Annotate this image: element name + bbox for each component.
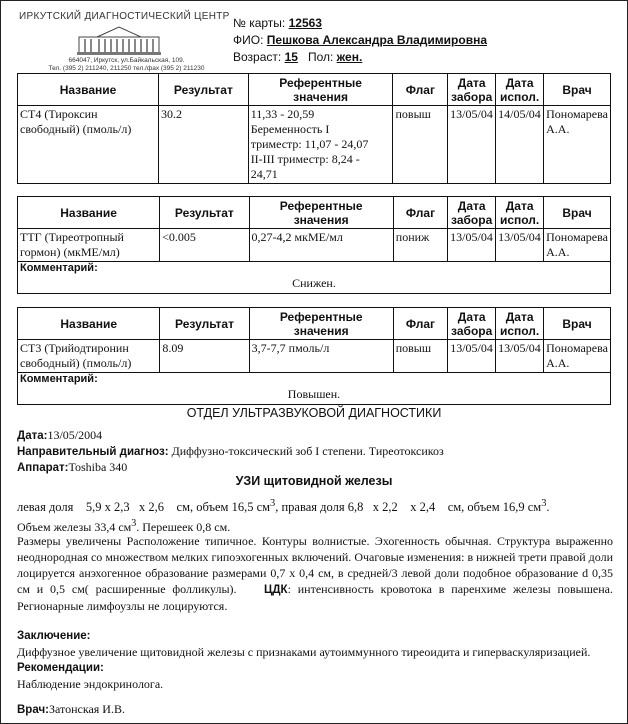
conclusion-text: Диффузное увеличение щитовидной железы с признаками аутоиммунного тиреоидита и гиперваскуляризацией. [17, 645, 591, 659]
col-header: Результат [159, 74, 249, 106]
col-header: Результат [160, 308, 249, 340]
col-header: Название [18, 308, 160, 340]
date-done: 14/05/04 [496, 106, 544, 184]
test-reference: 0,27-4,2 мкМЕ/мл [249, 229, 393, 262]
test-result: 8.09 [160, 340, 249, 373]
col-header: Флаг [393, 74, 448, 106]
date-done: 13/05/04 [496, 340, 544, 373]
recommend-label: Рекомендации: [17, 662, 104, 674]
col-header: Флаг [393, 308, 448, 340]
test-flag: повыш [393, 340, 448, 373]
comment-label: Комментарий: [20, 262, 98, 274]
col-header: Дата испол. [496, 308, 544, 340]
patient-info [233, 15, 487, 66]
comment-text: Повышен. [287, 387, 341, 401]
test-reference: 11,33 - 20,59 Беременность I триместр: 11,07 - 24,07 II-III триместр: 8,24 - 24,71 [248, 106, 393, 184]
usd-diagnosis-row: Направительный диагноз: Диффузно-токсический зоб I степени. Тиреотоксикоз [17, 444, 444, 458]
table-row [18, 106, 611, 184]
patient-sex: жен. [336, 50, 363, 64]
conclusion-block [17, 628, 613, 692]
date-taken: 13/05/04 [448, 106, 496, 184]
test-flag: пониж [393, 229, 447, 262]
usd-device: Toshiba 340 [68, 460, 128, 474]
fio-row: ФИО: Пешкова Александра Владимировна [233, 33, 487, 47]
col-header: Флаг [393, 197, 447, 229]
lab-table-ttg [17, 196, 611, 294]
usd-date-row: Дата:13/05/2004 [17, 428, 103, 442]
col-header: Дата забора [448, 308, 496, 340]
test-doctor: Пономарева А.А. [544, 229, 611, 262]
phone-line: Тел. (395 2) 211240, 211250 тел./фах (395 2) 211230 [48, 65, 205, 72]
usd-date: 13/05/2004 [47, 428, 103, 442]
gland-volume: Объем железы 33,4 $см^3$. Перешеек 0,8 см. [17, 518, 231, 534]
building-logo-icon [77, 25, 161, 55]
table-header-row [18, 308, 611, 340]
col-header: Врач [544, 74, 611, 106]
test-name: СТ4 (Тироксин свободный) (пмоль/л) [18, 106, 159, 184]
date-taken: 13/05/04 [448, 229, 496, 262]
address-line: 664047, Иркутск, ул.Байкальская, 109. [68, 57, 185, 64]
table-row [18, 340, 611, 373]
comment-row [18, 262, 611, 294]
col-header: Референтные значения [249, 197, 393, 229]
patient-age: 15 [284, 50, 298, 64]
usd-device-row: Аппарат:Toshiba 340 [17, 460, 128, 474]
test-reference: 3,7-7,7 пмоль/л [249, 340, 393, 373]
date-taken: 13/05/04 [448, 340, 496, 373]
comment-label: Комментарий: [20, 373, 98, 385]
lobe-dimensions: левая доля 5,9 x 2,3 x 2,6 см, объем 16,5 $см^3$, правая доля 6,8 x 2,2 x 2,4 см, объем 16,9 $см^3$. [17, 498, 550, 515]
age-row: Возраст: 15 Пол: жен. [233, 50, 363, 64]
test-name: ТТГ (Тиреотропный гормон) (мкМЕ/мл) [18, 229, 160, 262]
col-header: Дата испол. [496, 197, 544, 229]
test-result: <0.005 [160, 229, 249, 262]
card-number: 12563 [288, 16, 322, 30]
usd-exam-title: УЗИ щитовидной железы [235, 474, 393, 488]
col-header: Название [18, 74, 159, 106]
test-doctor: Пономарева А.А. [544, 340, 611, 373]
col-header: Результат [160, 197, 249, 229]
card-row: № карты: 12563 [233, 16, 322, 30]
usd-department-title: ОТДЕЛ УЛЬТРАЗВУКОВОЙ ДИАГНОСТИКИ [186, 406, 442, 420]
test-result: 30.2 [159, 106, 249, 184]
usd-doctor-row: Врач:Затонская И.В. [17, 702, 125, 716]
table-row [18, 229, 611, 262]
usd-description: Размеры увеличены Расположение типичное. Контуры волнистые. Эхогенность обычная. Структура выраженно неоднородная со множеством мелких гипоэхогенных включений. Очаговые изменения: в нижней трети правой доли лоцируется анэхогенное образование размерами 0,7 х 0,4 см, в средней/3 левой доли подобное образование d 0,35 см и 0,5 см( расширенные фолликулы). ЦДК: интенсивность кровотока в паренхиме железы повышена. Регионарные лимфоузлы не лоцируются. [17, 534, 614, 613]
center-address [19, 57, 234, 73]
conclusion-label: Заключение: [17, 630, 91, 642]
col-header: Название [18, 197, 160, 229]
comment-text: Снижен. [292, 276, 336, 290]
col-header: Врач [544, 308, 611, 340]
lab-table-ct4 [17, 73, 611, 184]
test-doctor: Пономарева А.А. [544, 106, 611, 184]
patient-name: Пешкова Александра Владимировна [266, 33, 487, 47]
col-header: Врач [544, 197, 611, 229]
recommend-text: Наблюдение эндокринолога. [17, 677, 164, 691]
col-header: Дата забора [448, 74, 496, 106]
table-header-row [18, 197, 611, 229]
col-header: Референтные значения [249, 308, 393, 340]
lab-table-ct3 [17, 307, 611, 405]
usd-diagnosis: Диффузно-токсический зоб I степени. Тиреотоксикоз [168, 444, 444, 458]
col-header: Дата забора [448, 197, 496, 229]
center-name: ИРКУТСКИЙ ДИАГНОСТИЧЕСКИЙ ЦЕНТР [19, 11, 230, 22]
test-flag: повыш [393, 106, 448, 184]
col-header: Референтные значения [248, 74, 393, 106]
date-done: 13/05/04 [496, 229, 544, 262]
usd-doctor: Затонская И.В. [48, 702, 125, 716]
test-name: СТ3 (Трийодтиронин свободный) (пмоль/л) [18, 340, 160, 373]
col-header: Дата испол. [496, 74, 544, 106]
comment-row [18, 373, 611, 405]
table-header-row [18, 74, 611, 106]
